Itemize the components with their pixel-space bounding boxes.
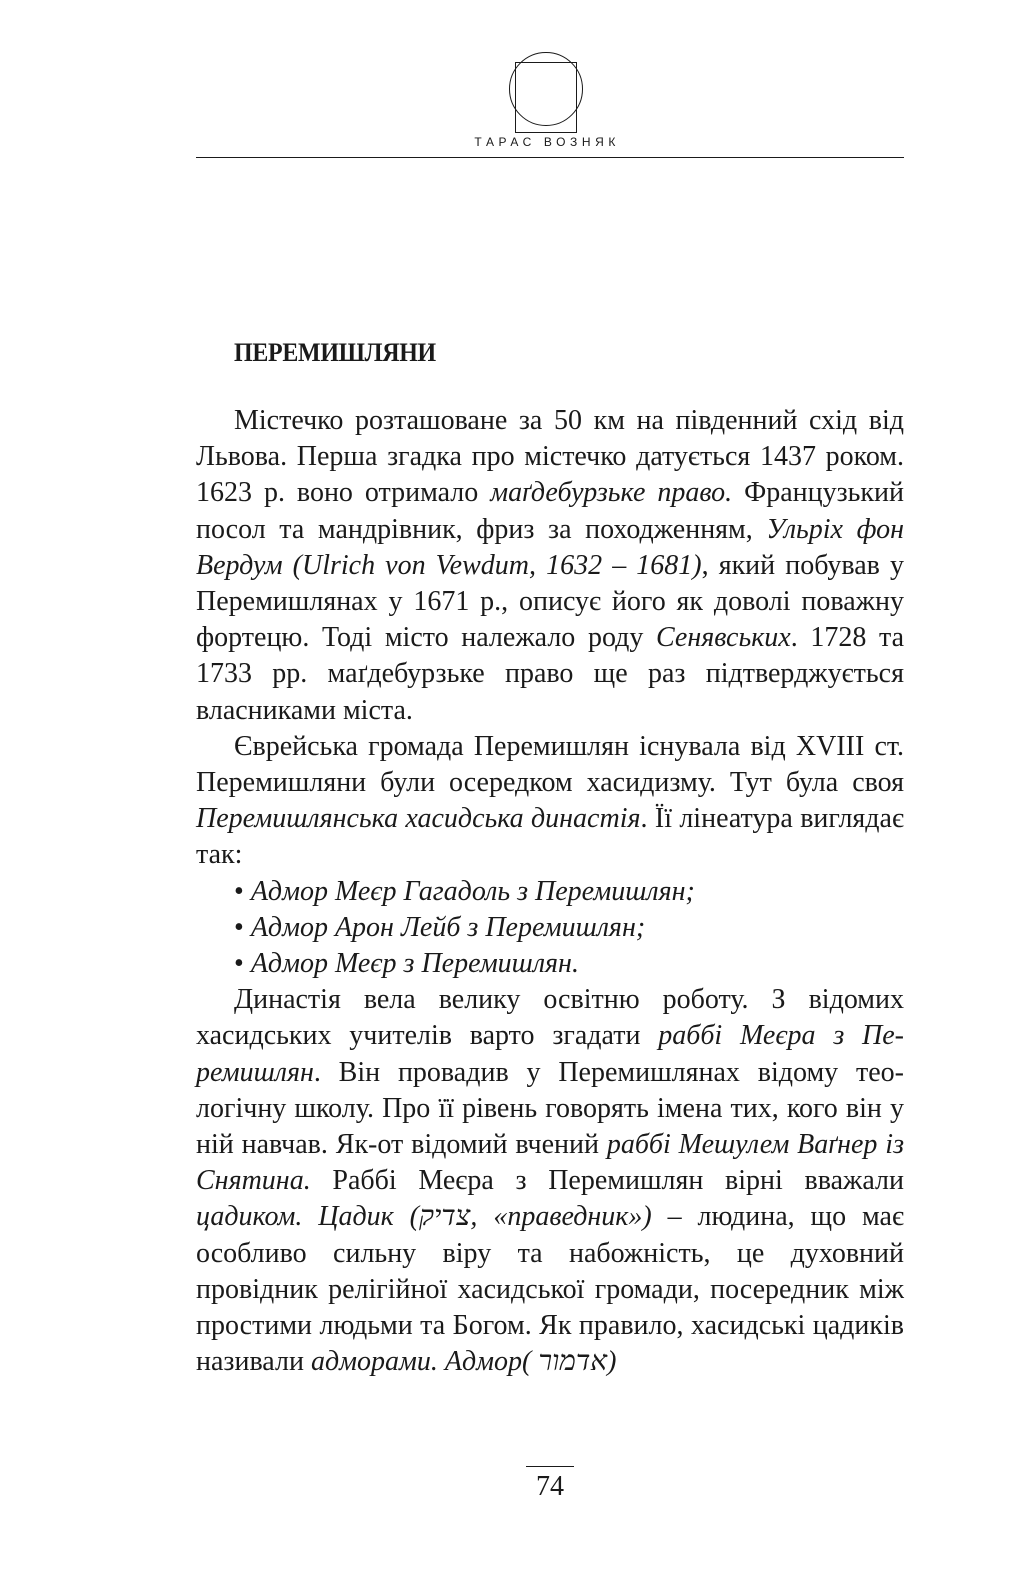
p3-text-1: Династія вела велику освітню роботу. З відомих хасидських учителів варто згадати xyxy=(196,984,904,1052)
p1-italic-3: Сенявських xyxy=(656,622,791,654)
p1-italic-2: Ульріх фон Вердум (Ulrich von Vewdum, 1632 – 1681) xyxy=(196,513,904,581)
chapter-title: ПЕРЕМИШЛЯНИ xyxy=(234,338,436,367)
p3-text-3: Раббі Меєра з Перемишлян вірні вважали xyxy=(310,1165,904,1197)
p3-text-2: . Він провадив у Перемишлянах відому теологічну школу. Про її рівень говорять імена тих, кого він у ній навчав. Як-от відомий вчений xyxy=(196,1056,904,1161)
p2-text-1: Єврейська громада Перемишлян існувала від XVIII ст. Перемишляни були осередком хасидизму. Тут була своя xyxy=(196,730,904,799)
p1-text-1: Містечко розташоване за 50 км на південний схід від Львова. Перша згадка про містечко датується 1437 роком. 1623 р. воно отримало xyxy=(196,405,904,509)
header-rule xyxy=(196,157,904,158)
paragraph-3 xyxy=(196,982,904,1380)
bullet-glyph: • xyxy=(234,911,244,943)
circle-square-emblem-icon xyxy=(508,49,584,133)
paragraph-1 xyxy=(196,403,904,729)
p3-italic-3: цадиком. Цадик (צדיק, «праведник») xyxy=(196,1201,652,1233)
p3-text-4: – людина, що має особливо сильну віру та набожність, це духовний провідник релігійної хасидської громади, посередник між простими людьми та Богом. Як правило, хасидські цадиків називали xyxy=(196,1201,904,1378)
list-item-text: Адмор Арон Лейб з Перемишлян; xyxy=(250,911,646,943)
page-number: 74 xyxy=(536,1471,564,1502)
p3-italic-2: раббі Мешулем Ваґнер із Снятина. xyxy=(196,1129,904,1197)
p1-text-4: . 1728 та 1733 рр. маґдебурзьке право ще раз підтверджується власниками міста. xyxy=(196,622,904,726)
list-item xyxy=(196,910,904,946)
p1-text-3: , який побував у Перемишлянах у 1671 р., описує його як доволі поважну фортецю. Тоді місто належало роду xyxy=(196,549,904,654)
list-item-text: Адмор Меєр з Перемишлян. xyxy=(250,948,579,980)
p3-italic-1: раббі Меєра з Перемишлян xyxy=(196,1020,904,1088)
list-item xyxy=(196,874,904,910)
running-head: ТАРАС ВОЗНЯК xyxy=(474,135,620,149)
p2-italic-1: Перемишлянська хасидська династія xyxy=(196,803,641,835)
p1-text-2: Французький посол та мандрівник, фриз за походженням, xyxy=(196,477,905,545)
paragraph-2 xyxy=(196,729,904,874)
p1-italic-1: маґдебурзьке право. xyxy=(490,477,733,509)
bullet-glyph: • xyxy=(234,875,244,907)
folio-rule xyxy=(526,1466,574,1467)
list-item xyxy=(196,946,904,982)
bullet-glyph: • xyxy=(234,948,244,980)
p2-text-2: . Її лінеатура виглядає так: xyxy=(196,803,905,871)
list-item-text: Адмор Меєр Гагадоль з Перемишлян; xyxy=(250,875,695,907)
body-text xyxy=(196,403,904,1380)
p3-italic-4: адморами. Адмор( אדמור) xyxy=(310,1346,617,1378)
